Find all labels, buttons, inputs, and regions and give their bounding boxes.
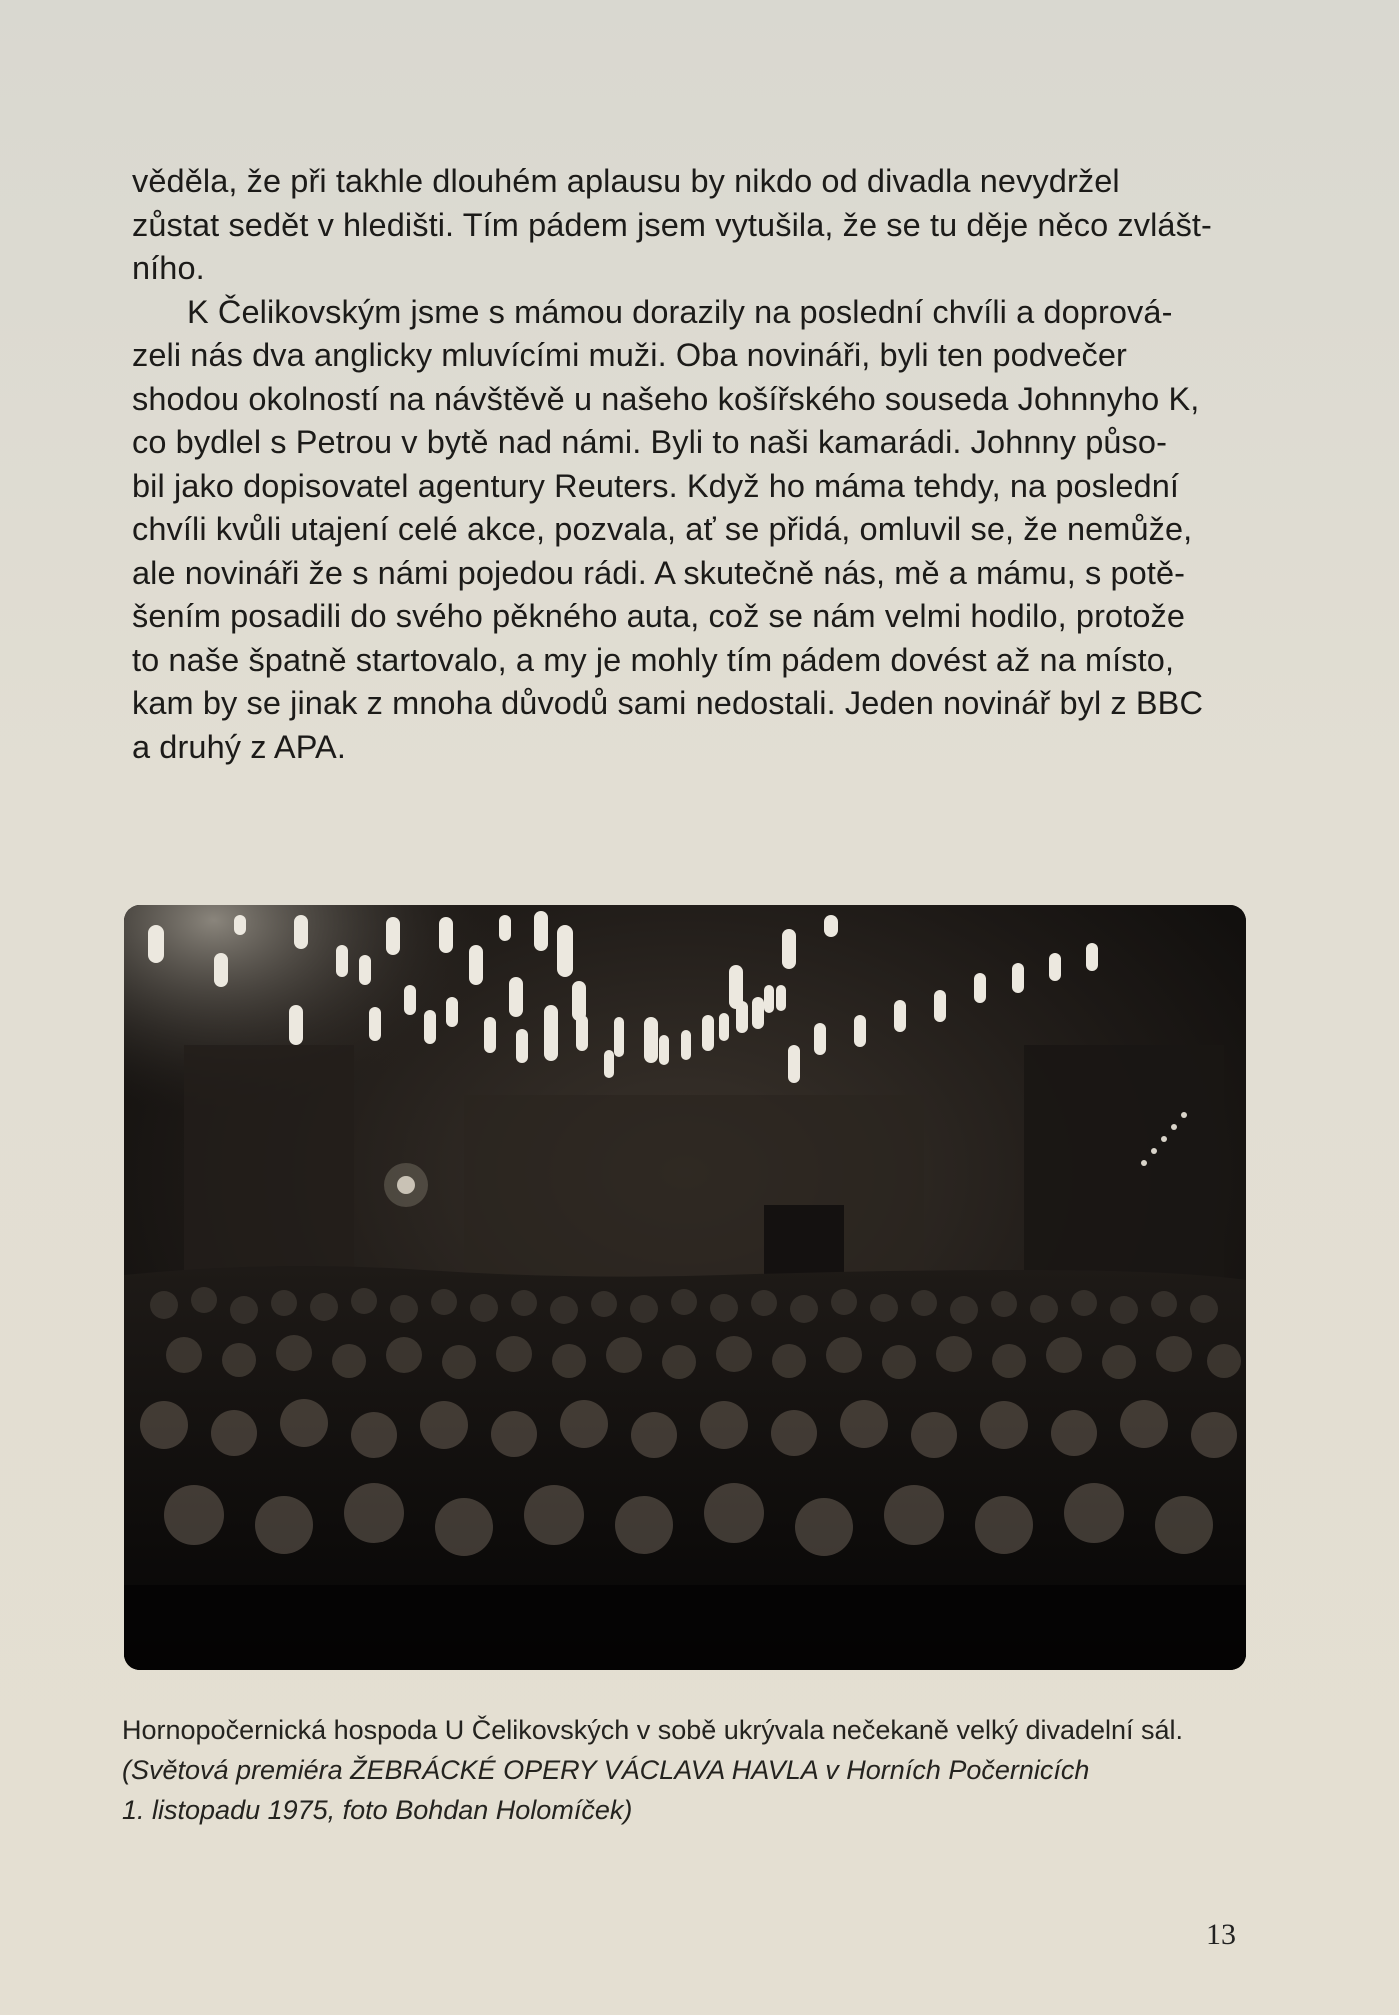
- text-line: ního.: [132, 250, 205, 286]
- text-line: chvíli kvůli utajení celé akce, pozvala, ať se přidá, omluvil se, že nemůže,: [132, 511, 1193, 547]
- page-number: 13: [1206, 1918, 1236, 1951]
- text-line: to naše špatně startovalo, a my je mohly tím pádem dovést až na místo,: [132, 641, 1175, 678]
- text-line: ale novináři že s námi pojedou rádi. A skutečně nás, mě a mámu, s potě-: [132, 554, 1186, 591]
- caption-credit-line-2: 1. listopadu 1975, foto Bohdan Holomíček): [122, 1795, 633, 1825]
- photo-illustration: [124, 905, 1246, 1670]
- text-line: zeli nás dva anglicky mluvícími muži. Oba novináři, byli ten podvečer: [132, 337, 1127, 373]
- text-line: šením posadili do svého pěkného auta, což se nám velmi hodilo, protože: [132, 598, 1186, 634]
- caption-credit-line-1: (Světová premiéra ŽEBRÁCKÉ OPERY VÁCLAVA HAVLA v Horních Počernicích: [122, 1755, 1090, 1785]
- photo-caption: [122, 1710, 1262, 1830]
- text-line: bil jako dopisovatel agentury Reuters. Když ho máma tehdy, na poslední: [132, 467, 1179, 504]
- text-line: K Čelikovským jsme s mámou dorazily na poslední chvíli a doprová-: [187, 293, 1173, 330]
- text-line: co bydlel s Petrou v bytě nad námi. Byli to naši kamarádi. Johnny půso-: [132, 424, 1167, 460]
- paragraph-1: [132, 160, 1252, 291]
- text-line: a druhý z APA.: [132, 728, 346, 765]
- body-text: [132, 160, 1252, 769]
- text-line: kam by se jinak z mnoha důvodů sami nedostali. Jeden novinář byl z BBC: [132, 685, 1204, 721]
- text-line: zůstat sedět v hledišti. Tím pádem jsem vytušila, že se tu děje něco zvlášt-: [132, 206, 1212, 243]
- caption-description: Hornopočernická hospoda U Čelikovských v sobě ukrývala nečekaně velký divadelní sál.: [122, 1715, 1184, 1745]
- theater-hall-photo: [124, 905, 1246, 1670]
- text-line: věděla, že při takhle dlouhém aplausu by nikdo od divadla nevydržel: [132, 163, 1120, 199]
- text-line: shodou okolností na návštěvě u našeho košířského souseda Johnnyho K,: [132, 380, 1200, 417]
- paragraph-2: [132, 291, 1252, 770]
